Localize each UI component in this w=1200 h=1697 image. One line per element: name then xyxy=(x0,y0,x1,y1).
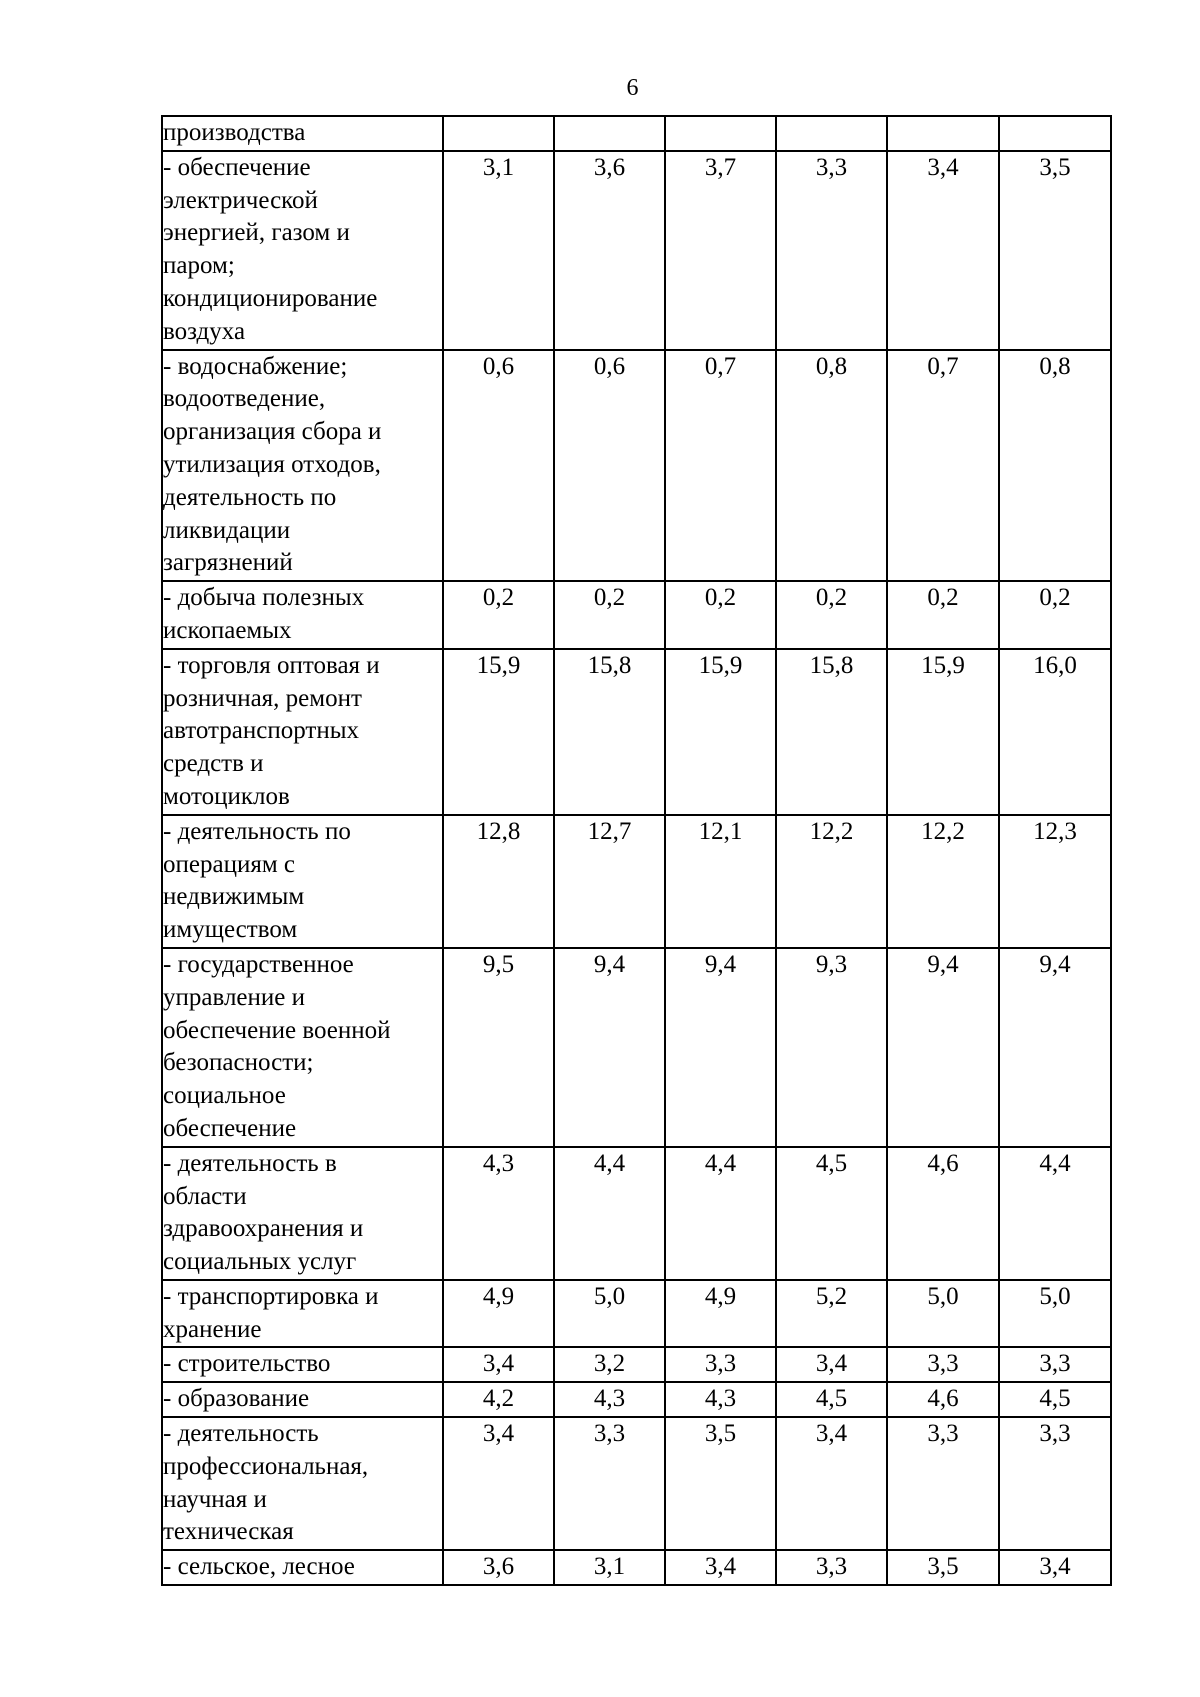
value-cell: 4,4 xyxy=(665,1147,776,1280)
table-row xyxy=(162,116,1111,151)
table-row xyxy=(162,1280,1111,1348)
value-cell: 9,4 xyxy=(554,948,665,1147)
value-cell: 3,5 xyxy=(665,1417,776,1550)
value-cell: 9,4 xyxy=(665,948,776,1147)
value-cell: 3,3 xyxy=(776,151,887,350)
value-cell: 5,0 xyxy=(887,1280,999,1348)
row-label-line: хранение xyxy=(163,1315,262,1343)
value-cell: 0,8 xyxy=(999,350,1111,582)
value-cell: 3,3 xyxy=(665,1347,776,1382)
row-label-line: - водоснабжение; xyxy=(163,352,348,380)
value-cell: 0,6 xyxy=(554,350,665,582)
value-cell: 0,7 xyxy=(665,350,776,582)
row-label-line: воздуха xyxy=(163,317,246,345)
row-label-line: - деятельность xyxy=(163,1420,319,1448)
value-cell: 3,3 xyxy=(999,1417,1111,1550)
row-label-cell xyxy=(162,1280,443,1348)
value-cell: 3,6 xyxy=(554,151,665,350)
table-row xyxy=(162,1382,1111,1417)
row-label-cell xyxy=(162,1347,443,1382)
row-label-line: социальных услуг xyxy=(163,1248,357,1276)
value-cell: 3,1 xyxy=(554,1550,665,1585)
value-cell: 3,4 xyxy=(776,1417,887,1550)
value-cell: 3,2 xyxy=(554,1347,665,1382)
row-label-line: деятельность по xyxy=(163,483,337,511)
page-number: 6 xyxy=(626,75,639,101)
row-label-line: производства xyxy=(163,119,306,146)
value-cell: 4,4 xyxy=(999,1147,1111,1280)
row-label-line: здравоохранения и xyxy=(163,1215,364,1243)
value-cell: 15,9 xyxy=(443,649,554,815)
value-cell: 3,5 xyxy=(887,1550,999,1585)
value-cell: 0,2 xyxy=(665,581,776,649)
table-row xyxy=(162,581,1111,649)
value-cell: 3,4 xyxy=(776,1347,887,1382)
row-label-line: обеспечение военной xyxy=(163,1016,391,1044)
value-cell xyxy=(887,116,999,151)
value-cell: 9,3 xyxy=(776,948,887,1147)
indicator-table xyxy=(161,115,1112,1586)
row-label-line: - торговля оптовая и xyxy=(163,651,380,679)
value-cell: 0,2 xyxy=(554,581,665,649)
row-label-cell xyxy=(162,151,443,350)
row-label-cell xyxy=(162,1382,443,1417)
value-cell: 12,2 xyxy=(776,815,887,948)
row-label-line: мотоциклов xyxy=(163,782,290,810)
row-label-line: - сельское, лесное xyxy=(163,1553,355,1581)
table-row xyxy=(162,948,1111,1147)
value-cell: 15,9 xyxy=(887,649,999,815)
value-cell: 12,8 xyxy=(443,815,554,948)
value-cell: 12,2 xyxy=(887,815,999,948)
row-label-line: - деятельность в xyxy=(163,1149,337,1177)
row-label-line: - транспортировка и xyxy=(163,1282,379,1310)
value-cell: 0,2 xyxy=(443,581,554,649)
row-label-line: профессиональная, xyxy=(163,1452,369,1480)
row-label-line: имуществом xyxy=(163,916,298,944)
value-cell: 9,5 xyxy=(443,948,554,1147)
value-cell: 3,4 xyxy=(443,1347,554,1382)
row-label-line: обеспечение xyxy=(163,1114,297,1142)
table-body xyxy=(162,116,1111,1585)
value-cell: 9,4 xyxy=(887,948,999,1147)
row-label-line: ископаемых xyxy=(163,616,292,644)
value-cell: 3,3 xyxy=(887,1417,999,1550)
row-label-line: - образование xyxy=(163,1385,310,1413)
row-label-cell xyxy=(162,1550,443,1585)
value-cell: 3,4 xyxy=(999,1550,1111,1585)
table-row xyxy=(162,1347,1111,1382)
value-cell: 3,6 xyxy=(443,1550,554,1585)
value-cell: 0,2 xyxy=(999,581,1111,649)
value-cell: 0,7 xyxy=(887,350,999,582)
row-label-line: социальное xyxy=(163,1082,286,1110)
row-label-line: - государственное xyxy=(163,950,354,978)
value-cell: 3,3 xyxy=(887,1347,999,1382)
row-label-line: ликвидации xyxy=(163,516,291,544)
value-cell: 12,3 xyxy=(999,815,1111,948)
row-label-line: техническая xyxy=(163,1518,294,1546)
value-cell: 4,6 xyxy=(887,1147,999,1280)
row-label-cell xyxy=(162,649,443,815)
table-row xyxy=(162,1550,1111,1585)
row-label-cell xyxy=(162,581,443,649)
row-label-line: - обеспечение xyxy=(163,153,311,181)
row-label-line: - добыча полезных xyxy=(163,584,365,612)
value-cell: 3,4 xyxy=(887,151,999,350)
table-row xyxy=(162,649,1111,815)
value-cell: 0,8 xyxy=(776,350,887,582)
value-cell: 3,5 xyxy=(999,151,1111,350)
row-label-line: научная и xyxy=(163,1485,267,1513)
value-cell: 9,4 xyxy=(999,948,1111,1147)
value-cell: 3,3 xyxy=(999,1347,1111,1382)
value-cell: 4,9 xyxy=(443,1280,554,1348)
row-label-line: паром; xyxy=(163,252,235,280)
row-label-line: автотранспортных xyxy=(163,717,359,745)
value-cell: 4,9 xyxy=(665,1280,776,1348)
value-cell: 3,7 xyxy=(665,151,776,350)
value-cell: 4,3 xyxy=(554,1382,665,1417)
row-label-cell xyxy=(162,1147,443,1280)
value-cell xyxy=(999,116,1111,151)
value-cell: 5,0 xyxy=(999,1280,1111,1348)
value-cell: 0,2 xyxy=(887,581,999,649)
value-cell: 4,5 xyxy=(776,1382,887,1417)
row-label-line: операциям с xyxy=(163,850,295,878)
row-label-cell xyxy=(162,948,443,1147)
value-cell: 4,3 xyxy=(443,1147,554,1280)
row-label-line: - деятельность по xyxy=(163,817,351,845)
row-label-line: электрической xyxy=(163,186,318,214)
value-cell: 15,8 xyxy=(554,649,665,815)
value-cell: 15,9 xyxy=(665,649,776,815)
value-cell: 0,6 xyxy=(443,350,554,582)
value-cell: 12,1 xyxy=(665,815,776,948)
value-cell xyxy=(776,116,887,151)
table-row xyxy=(162,1417,1111,1550)
value-cell: 4,2 xyxy=(443,1382,554,1417)
row-label-line: области xyxy=(163,1182,247,1210)
value-cell: 3,1 xyxy=(443,151,554,350)
row-label-cell xyxy=(162,350,443,582)
row-label-line: загрязнений xyxy=(163,549,293,577)
row-label-line: недвижимым xyxy=(163,883,305,911)
value-cell: 4,5 xyxy=(776,1147,887,1280)
row-label-line: - строительство xyxy=(163,1350,331,1378)
value-cell xyxy=(665,116,776,151)
row-label-line: утилизация отходов, xyxy=(163,450,381,478)
value-cell: 3,4 xyxy=(665,1550,776,1585)
value-cell xyxy=(554,116,665,151)
row-label-line: розничная, ремонт xyxy=(163,684,362,712)
row-label-cell xyxy=(162,1417,443,1550)
value-cell: 0,2 xyxy=(776,581,887,649)
value-cell: 5,2 xyxy=(776,1280,887,1348)
row-label-line: организация сбора и xyxy=(163,418,382,446)
value-cell xyxy=(443,116,554,151)
row-label-cell xyxy=(162,116,443,151)
row-label-line: кондиционирование xyxy=(163,284,378,312)
table-row xyxy=(162,350,1111,582)
table-row xyxy=(162,151,1111,350)
row-label-line: средств и xyxy=(163,750,264,778)
row-label-line: водоотведение, xyxy=(163,385,326,413)
row-label-cell xyxy=(162,815,443,948)
value-cell: 15,8 xyxy=(776,649,887,815)
value-cell: 5,0 xyxy=(554,1280,665,1348)
value-cell: 3,3 xyxy=(554,1417,665,1550)
value-cell: 4,4 xyxy=(554,1147,665,1280)
value-cell: 3,3 xyxy=(776,1550,887,1585)
row-label-line: безопасности; xyxy=(163,1049,314,1077)
row-label-line: управление и xyxy=(163,983,306,1011)
value-cell: 16,0 xyxy=(999,649,1111,815)
table-row xyxy=(162,1147,1111,1280)
value-cell: 12,7 xyxy=(554,815,665,948)
value-cell: 3,4 xyxy=(443,1417,554,1550)
row-label-line: энергией, газом и xyxy=(163,219,350,247)
value-cell: 4,6 xyxy=(887,1382,999,1417)
value-cell: 4,5 xyxy=(999,1382,1111,1417)
value-cell: 4,3 xyxy=(665,1382,776,1417)
table-row xyxy=(162,815,1111,948)
